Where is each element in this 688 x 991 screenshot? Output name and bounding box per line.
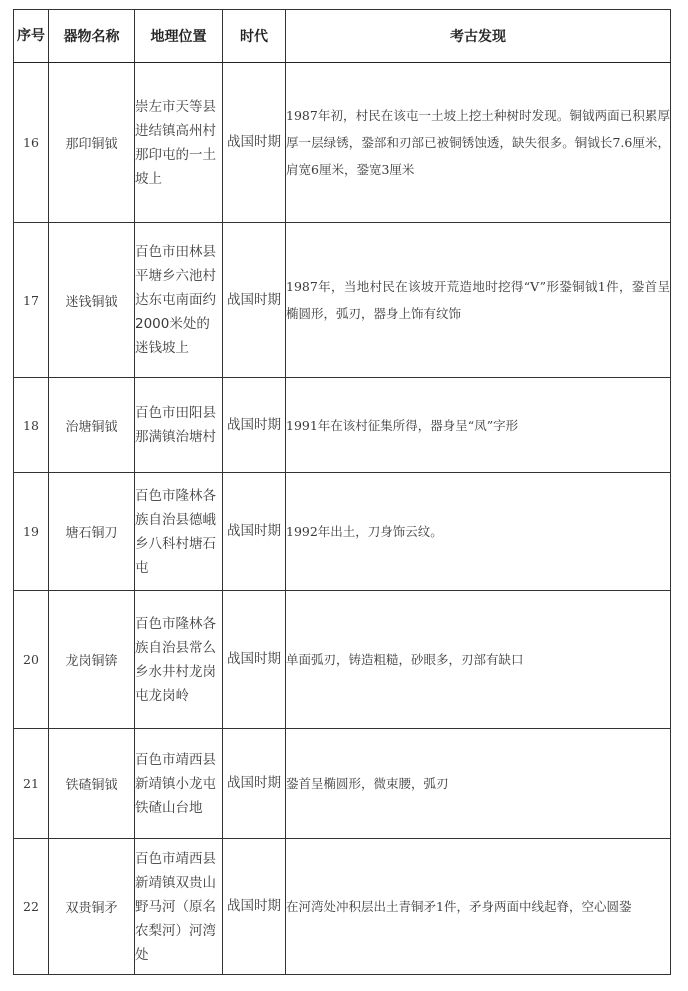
header-era-label: 时代 [240,29,268,45]
artifact-finding: 1992年出土，刀身饰云纹。 [286,473,671,591]
artifact-name: 铁碴铜钺 [49,729,135,839]
artifact-era: 战国时期 [223,378,286,473]
artifacts-table [13,9,671,975]
header-finding [286,10,671,63]
header-row [14,10,671,63]
row-number: 17 [14,223,49,378]
table-row [14,729,671,839]
artifact-era: 战国时期 [223,223,286,378]
artifact-era: 战国时期 [223,729,286,839]
artifact-name: 双贵铜矛 [49,839,135,975]
table-row [14,223,671,378]
artifact-finding: 在河湾处冲积层出土青铜矛1件，矛身两面中线起脊，空心圆銎 [286,839,671,975]
header-name-label: 器物名称 [63,29,120,45]
artifact-location: 百色市田林县平塘乡六池村达东屯南面约2000米处的迷钱坡上 [135,223,223,378]
artifact-location: 百色市隆林各族自治县德峨乡八科村塘石屯 [135,473,223,591]
header-no [14,10,49,63]
artifact-era: 战国时期 [223,63,286,223]
row-number: 19 [14,473,49,591]
artifact-name: 那印铜钺 [49,63,135,223]
header-era [223,10,286,63]
header-location-label: 地理位置 [150,29,207,45]
row-number: 16 [14,63,49,223]
table-row [14,378,671,473]
artifact-name: 治塘铜钺 [49,378,135,473]
artifact-era: 战国时期 [223,473,286,591]
row-number: 20 [14,591,49,729]
table-row [14,473,671,591]
artifact-location: 百色市靖西县新靖镇小龙屯铁碴山台地 [135,729,223,839]
header-finding-label: 考古发现 [450,29,506,45]
header-name [49,10,135,63]
row-number: 22 [14,839,49,975]
header-no-label: 序号 [17,28,45,44]
table-row [14,839,671,975]
row-number: 21 [14,729,49,839]
artifact-finding: 单面弧刃，铸造粗糙，砂眼多，刃部有缺口 [286,591,671,729]
artifact-location: 百色市田阳县那满镇治塘村 [135,378,223,473]
row-number: 18 [14,378,49,473]
artifact-name: 龙岗铜锛 [49,591,135,729]
artifact-location: 百色市隆林各族自治县常么乡水井村龙岗屯龙岗岭 [135,591,223,729]
artifact-finding: 1987年，当地村民在该坡开荒造地时挖得“V”形銎铜钺1件，銎首呈椭圆形，弧刃，器身上饰有纹饰 [286,223,671,378]
artifact-finding: 1991年在该村征集所得，器身呈“凤”字形 [286,378,671,473]
table-row [14,591,671,729]
artifact-location: 百色市靖西县新靖镇双贵山野马河（原名农梨河）河湾处 [135,839,223,975]
artifact-finding: 銎首呈椭圆形，微束腰，弧刃 [286,729,671,839]
artifact-finding: 1987年初，村民在该屯一土坡上挖土种树时发现。铜钺两面已积累厚厚一层绿锈，銎部和刃部已被铜锈蚀透，缺失很多。铜钺长7.6厘米，肩宽6厘米，銎宽3厘米 [286,63,671,223]
artifact-era: 战国时期 [223,591,286,729]
artifact-era: 战国时期 [223,839,286,975]
table-row [14,63,671,223]
artifact-name: 迷钱铜钺 [49,223,135,378]
artifact-name: 塘石铜刀 [49,473,135,591]
artifact-location: 崇左市天等县进结镇高州村那印屯的一土坡上 [135,63,223,223]
header-location [135,10,223,63]
